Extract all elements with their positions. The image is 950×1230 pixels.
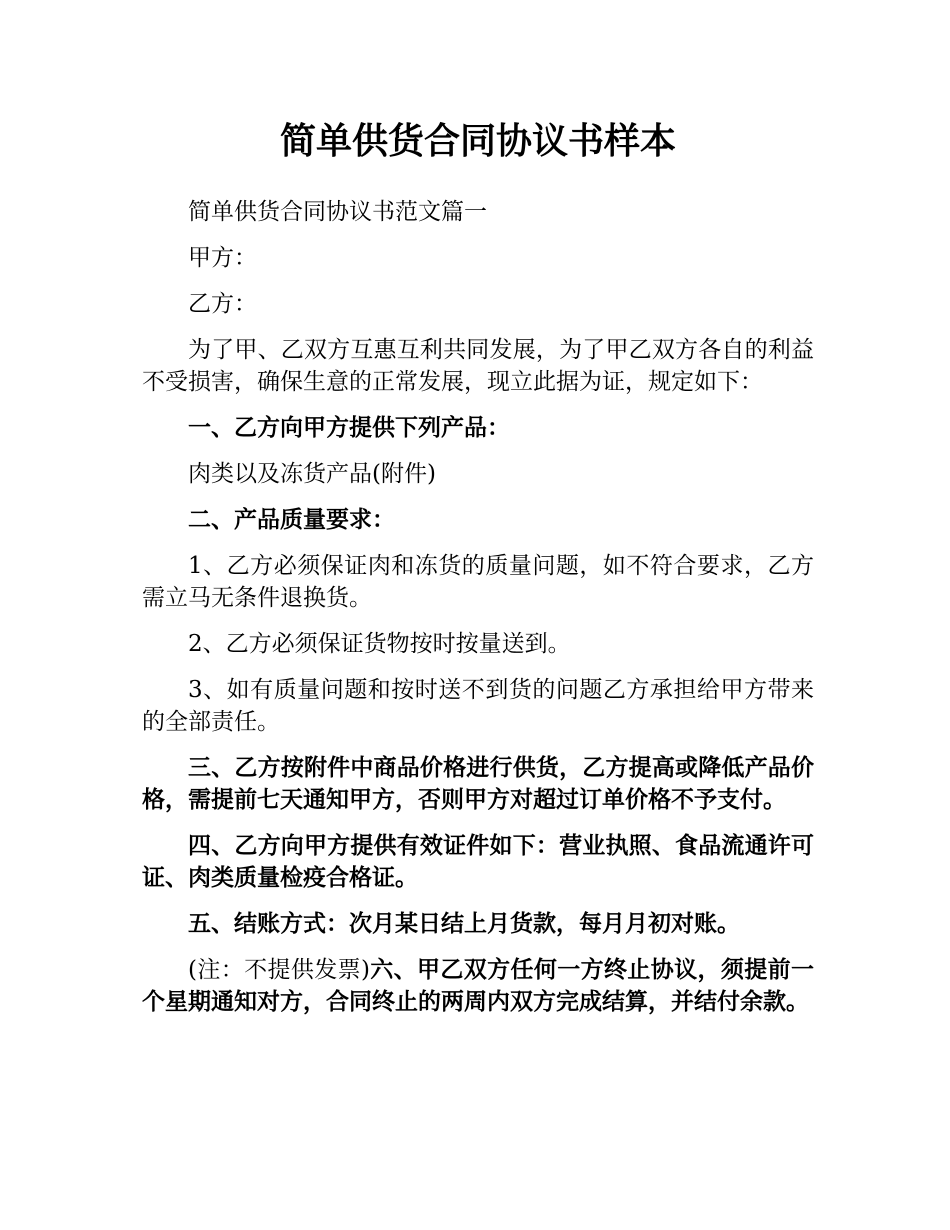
preamble-paragraph: 为了甲、乙双方互惠互利共同发展，为了甲乙双方各自的利益不受损害，确保生意的正常发展，现立此据为证，规定如下： bbox=[142, 337, 814, 395]
clause-5-paragraph: 五、结账方式：次月某日结上月货款，每月月初对账。 bbox=[188, 911, 740, 937]
clause-6-paragraph bbox=[142, 954, 814, 1018]
clause-2-item-2: 2、乙方必须保证货物按时按量送到。 bbox=[188, 631, 571, 657]
invoice-note: (注：不提供发票) bbox=[188, 957, 370, 983]
clause-4-paragraph: 四、乙方向甲方提供有效证件如下：营业执照、食品流通许可证、肉类质量检疫合格证。 bbox=[142, 833, 814, 891]
clause-6-text: 六、甲乙双方任何一方终止协议，须提前一个星期通知对方，合同终止的两周内双方完成结算，并结付余款。 bbox=[142, 957, 815, 1015]
clause-2-item-1: 1、乙方必须保证肉和冻货的质量问题，如不符合要求，乙方需立马无条件退换货。 bbox=[142, 553, 814, 611]
clause-1-heading: 一、乙方向甲方提供下列产品： bbox=[188, 415, 510, 441]
document-body bbox=[142, 196, 814, 1032]
subtitle-paragraph: 简单供货合同协议书范文篇一 bbox=[188, 199, 487, 225]
clause-2-item-3: 3、如有质量问题和按时送不到货的问题乙方承担给甲方带来的全部责任。 bbox=[142, 677, 814, 735]
clause-1-content: 肉类以及冻货产品(附件) bbox=[188, 461, 436, 487]
document-title: 简单供货合同协议书样本 bbox=[279, 121, 676, 162]
party-b-line: 乙方： bbox=[188, 291, 257, 317]
clause-3-paragraph: 三、乙方按附件中商品价格进行供货，乙方提高或降低产品价格，需提前七天通知甲方，否则甲方对超过订单价格不予支付。 bbox=[142, 755, 814, 813]
clause-2-heading: 二、产品质量要求： bbox=[188, 507, 395, 533]
party-a-line: 甲方： bbox=[188, 245, 257, 271]
